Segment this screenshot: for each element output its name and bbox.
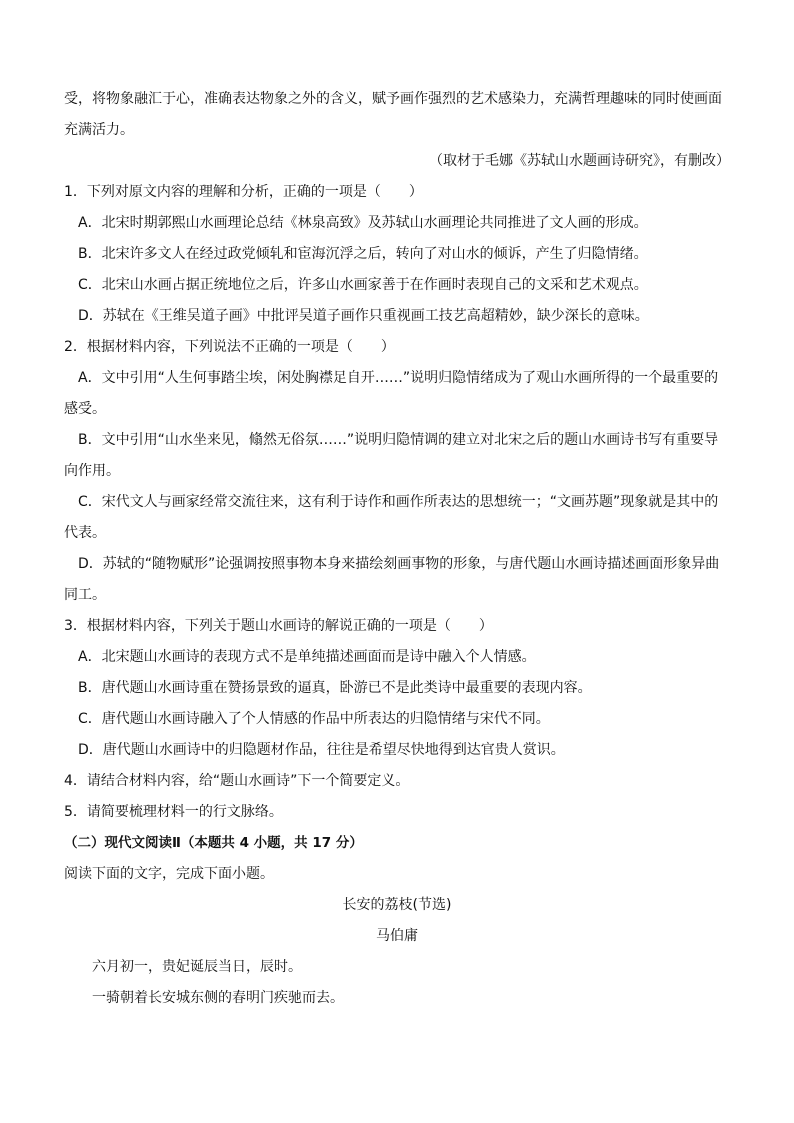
question-stem: 2．根据材料内容，下列说法不正确的一项是（ ） xyxy=(64,339,395,355)
option-c: C．宋代文人与画家经常交流往来，这有利于诗作和画作所表达的思想统一；“文画苏题”现象就是其中的代表。 xyxy=(64,494,719,541)
section-instruction: 阅读下面的文字，完成下面小题。 xyxy=(64,866,274,882)
passage-source: （取材于毛娜《苏轼山水题画诗研究》，有删改） xyxy=(429,153,730,169)
story-author: 马伯庸 xyxy=(376,928,418,944)
story-paragraph: 一骑朝着长安城东侧的春明门疾驰而去。 xyxy=(92,990,344,1006)
question-2 xyxy=(64,332,730,611)
question-4-stem: 4．请结合材料内容，给“题山水画诗”下一个简要定义。 xyxy=(64,773,410,789)
passage-continuation: 受，将物象融汇于心，准确表达物象之外的含义，赋予画作强烈的艺术感染力，充满哲理趣味的同时使画面充满活力。 xyxy=(64,91,722,138)
option-b: B．唐代题山水画诗重在赞扬景致的逼真，卧游已不是此类诗中最重要的表现内容。 xyxy=(78,680,592,696)
option-d: D．苏轼的“随物赋形”论强调按照事物本身来描绘刻画事物的形象，与唐代题山水画诗描述画面形象异曲同工。 xyxy=(64,556,720,603)
question-stem: 1．下列对原文内容的理解和分析，正确的一项是（ ） xyxy=(64,184,423,200)
option-d: D．唐代题山水画诗中的归隐题材作品，往往是希望尽快地得到达官贵人赏识。 xyxy=(78,742,565,758)
question-1 xyxy=(64,177,730,332)
story-paragraph: 六月初一，贵妃诞辰当日，辰时。 xyxy=(92,959,302,975)
section-heading: （二）现代文阅读Ⅱ（本题共 4 小题，共 17 分） xyxy=(64,835,363,851)
document-page xyxy=(64,84,730,1014)
option-a: A．文中引用“人生何事踏尘埃，闲处胸襟足自开……”说明归隐情绪成为了观山水画所得的一个最重要的感受。 xyxy=(64,370,719,417)
question-stem: 3．根据材料内容，下列关于题山水画诗的解说正确的一项是（ ） xyxy=(64,618,493,634)
option-c: C．唐代题山水画诗融入了个人情感的作品中所表达的归隐情绪与宋代不同。 xyxy=(78,711,550,727)
option-d: D．苏轼在《王维吴道子画》中批评吴道子画作只重视画工技艺高超精妙，缺少深长的意味。 xyxy=(78,308,649,324)
story-title: 长安的荔枝(节选) xyxy=(342,897,452,913)
option-b: B．北宋许多文人在经过政党倾轧和宦海沉浮之后，转向了对山水的倾诉，产生了归隐情绪。 xyxy=(78,246,648,262)
question-5-stem: 5．请简要梳理材料一的行文脉络。 xyxy=(64,804,283,820)
option-a: A．北宋题山水画诗的表现方式不是单纯描述画面而是诗中融入个人情感。 xyxy=(78,649,536,665)
option-a: A．北宋时期郭熙山水画理论总结《林泉高致》及苏轼山水画理论共同推进了文人画的形成。 xyxy=(78,215,648,231)
option-b: B．文中引用“山水坐来见，翛然无俗氛……”说明归隐情调的建立对北宋之后的题山水画诗书写有重要导向作用。 xyxy=(64,432,719,479)
option-c: C．北宋山水画占据正统地位之后，许多山水画家善于在作画时表现自己的文采和艺术观点。 xyxy=(78,277,648,293)
question-3 xyxy=(64,611,730,766)
